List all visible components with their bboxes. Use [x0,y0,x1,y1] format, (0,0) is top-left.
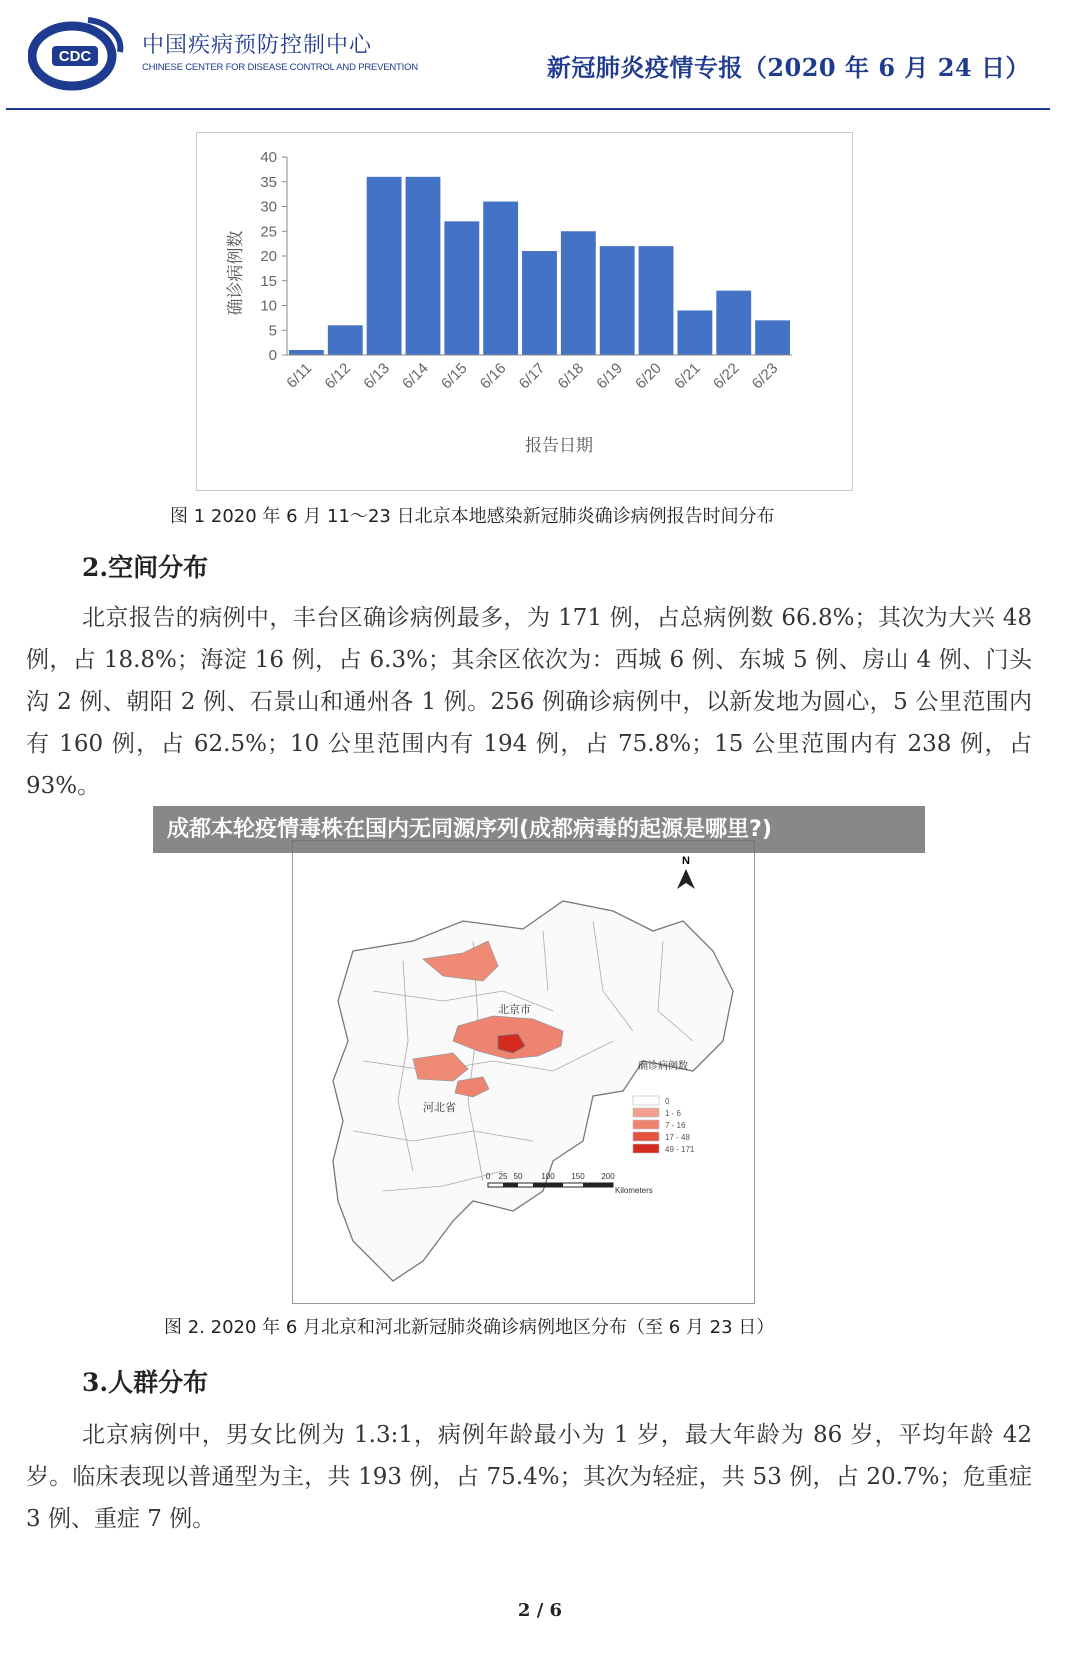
x-tick-label: 6/16 [476,359,510,393]
region-map [293,841,754,1303]
cdc-logo [28,12,128,92]
north-arrow-icon [677,855,695,889]
scale-tick-label: 50 [513,1172,523,1181]
y-axis-label: 确诊病例数 [226,230,246,316]
bar [716,291,751,355]
y-tick-label: 35 [260,173,277,191]
x-tick-label: 6/21 [671,359,704,393]
bar [406,177,441,355]
map-legend [633,1059,695,1154]
x-axis [283,355,792,392]
svg-text:N: N [682,855,690,867]
x-tick-label: 6/13 [360,359,393,393]
header-divider [6,108,1050,110]
x-tick-label: 6/20 [632,359,665,393]
bar [444,221,479,355]
x-tick-label: 6/11 [283,359,316,392]
bar [367,177,402,355]
y-tick-label: 10 [260,297,277,315]
scale-tick-label: 25 [498,1172,508,1181]
scale-tick-label: 100 [541,1172,555,1181]
overlay-title-banner: 成都本轮疫情毒株在国内无同源序列(成都病毒的起源是哪里?) [153,806,925,853]
legend-swatch [633,1108,659,1117]
section3-heading: 3.人群分布 [82,1368,209,1397]
hebei-label: 河北省 [423,1101,456,1114]
legend-swatch [633,1096,659,1105]
bar [600,246,635,355]
scale-tick-label: 200 [601,1172,615,1181]
section3-paragraph: 北京病例中，男女比例为 1.3:1，病例年龄最小为 1 岁，最大年龄为 86 岁，平均年龄 42 岁。临床表现以普通型为主，共 193 例，占 75.4%；其次为轻症，共 53 例，占 20.7%；危重症 3 例、重症 7 例。 [26,1422,1032,1532]
bar [328,325,363,355]
scale-tick-label: 0 [485,1172,491,1181]
logo-text: CDC [58,48,92,65]
y-axis [260,149,287,364]
bar-chart [197,133,852,490]
x-tick-label: 6/22 [709,359,743,393]
bars [289,177,790,355]
legend-swatch [633,1120,659,1129]
beijing-label: 北京市 [498,1003,531,1016]
y-tick-label: 20 [260,248,277,265]
y-tick-label: 30 [260,198,277,216]
x-tick-label: 6/19 [593,359,627,393]
hebei-outline [333,901,733,1281]
scale-tick-label: 150 [571,1172,585,1181]
legend-label: 17 - 48 [665,1133,690,1142]
section2-paragraph: 北京报告的病例中，丰台区确诊病例最多，为 171 例，占总病例数 66.8%；其次为大兴 48 例，占 18.8%；海淀 16 例，占 6.3%；其余区依次为：西城 6 例、东城 5 例、房山 4 例、门头沟 2 例、朝阳 2 例、石景山和通州各 1 例。256 例确诊病例中，以新发地为圆心，5 公里范围内有 160 例，占 62.5%；10 公里范围内有 194 例，占 75.8%；15 公里范围内有 238 例，占 93%。 [26,605,1032,799]
legend-label: 1 - 6 [665,1109,682,1118]
figure2-map-frame [292,840,755,1304]
bar [522,251,557,355]
bar [561,231,596,355]
legend-label: 0 [665,1097,670,1106]
bar [483,202,518,355]
y-tick-label: 0 [268,347,277,364]
bar [677,310,712,355]
x-tick-label: 6/23 [748,359,782,393]
x-tick-label: 6/14 [399,359,432,393]
bar [289,350,324,355]
document-header [0,0,1080,112]
y-tick-label: 5 [268,322,277,340]
page-number: 2 / 6 [517,1600,563,1621]
y-tick-label: 15 [260,272,277,290]
x-tick-label: 6/17 [515,359,549,393]
figure2-caption: 图 2. 2020 年 6 月北京和河北新冠肺炎确诊病例地区分布（至 6 月 23 日） [164,1317,775,1338]
scale-unit: Kilometers [615,1186,653,1195]
y-tick-label: 40 [260,149,277,166]
org-name-en: CHINESE CENTER FOR DISEASE CONTROL AND PREVENTION [142,62,418,73]
section2-heading: 2.空间分布 [82,553,209,582]
legend-label: 7 - 16 [665,1121,686,1130]
report-title: 新冠肺炎疫情专报（2020 年 6 月 24 日） [546,53,1030,82]
legend-title: 确诊病例数 [638,1061,688,1072]
figure1-caption: 图 1 2020 年 6 月 11～23 日北京本地感染新冠肺炎确诊病例报告时间分布 [170,506,775,527]
bar [755,320,790,355]
y-tick-label: 25 [260,223,277,241]
legend-label: 49 - 171 [665,1145,695,1154]
x-tick-label: 6/15 [437,359,471,393]
org-name-cn: 中国疾病预防控制中心 [142,33,373,58]
bar [639,246,674,355]
legend-swatch [633,1144,659,1153]
x-tick-label: 6/18 [554,359,588,393]
legend-swatch [633,1132,659,1141]
x-axis-label: 报告日期 [525,436,593,456]
figure1-chart-frame [196,132,853,491]
x-tick-label: 6/12 [321,359,355,393]
